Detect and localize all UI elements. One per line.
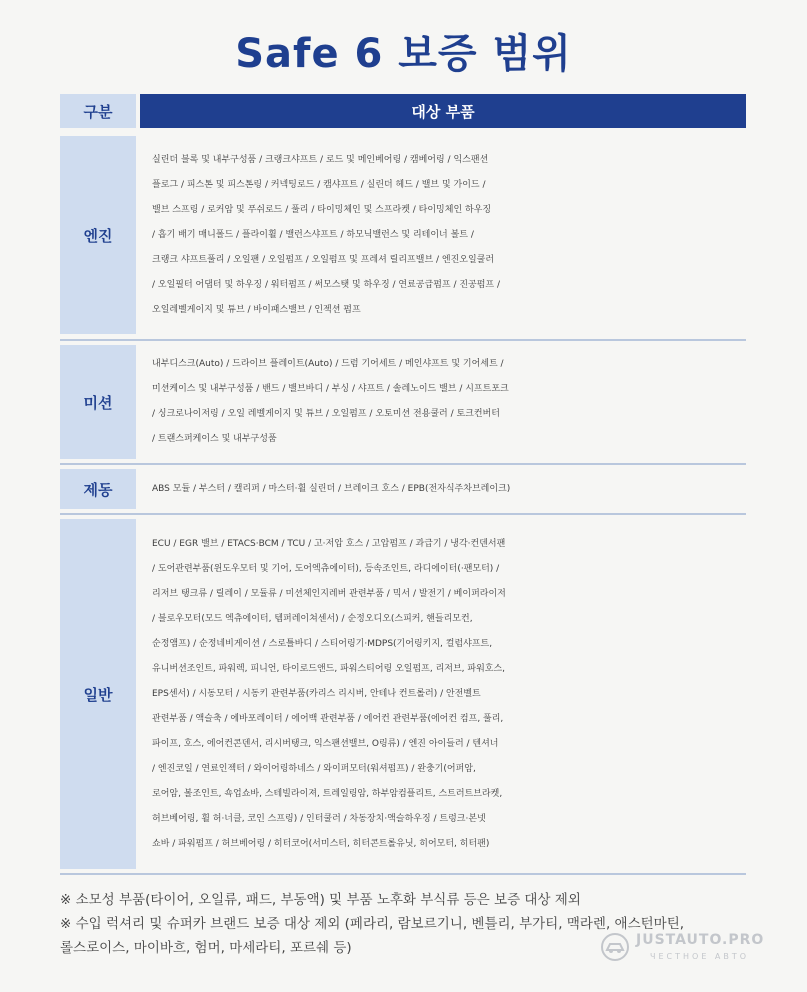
- parts-line: 허브베어링, 휠 허·너클, 코인 스프링) / 인터쿨러 / 차동장치·액슬하우징 / 트렁크·본넷: [152, 813, 486, 824]
- parts-line: 크랭크 샤프트풀리 / 오일팬 / 오일펌프 / 오일펌프 및 프레셔 릴리프밸브 / 엔진오일쿨러: [152, 254, 495, 265]
- row-divider: [60, 463, 746, 465]
- car-logo-icon: [600, 932, 630, 962]
- table-row-general: [60, 519, 746, 869]
- parts-line: 파이프, 호스, 에어컨콘덴서, 리시버탱크, 익스팬션밸브, O링류) / 엔진 아이들러 / 텐셔너: [152, 738, 499, 749]
- parts-line: / 오일필터 어댑터 및 하우징 / 워터펌프 / 써모스탯 및 하우징 / 연료공급펌프 / 진공펌프 /: [152, 279, 501, 290]
- row-category: 제동: [60, 469, 136, 509]
- parts-line: / 싱크로나이저링 / 오일 레벨게이지 및 튜브 / 오일펌프 / 오토미션 전용쿨러 / 토크컨버터: [152, 409, 500, 419]
- watermark: [600, 930, 780, 970]
- row-parts: [140, 519, 746, 869]
- parts-line: ECU / EGR 밸브 / ETACS·BCM / TCU / 고·저압 호스 / 고압펌프 / 과급기 / 냉각·컨덴서팬: [152, 538, 506, 549]
- footnote-consumables: ※ 소모성 부품(타이어, 오일류, 패드, 부동액) 및 부품 노후화 부식류 등은 보증 대상 제외: [60, 892, 581, 908]
- table-row-engine: [60, 136, 746, 334]
- row-divider: [60, 513, 746, 515]
- header-category: 구분: [60, 94, 136, 128]
- row-divider: [60, 339, 746, 341]
- row-parts: [140, 136, 746, 334]
- parts-line: / 블로우모터(모드 엑츄에이터, 템퍼레이쳐센서) / 순정오디오(스피커, 핸들리모컨,: [152, 613, 473, 624]
- parts-line: ABS 모듈 / 부스터 / 캘리퍼 / 마스터·휠 실린더 / 브레이크 호스 / EPB(전자식주차브레이크): [152, 483, 511, 494]
- table-row-transmission: [60, 345, 746, 459]
- parts-line: 미션케이스 및 내부구성품 / 밴드 / 밸브바디 / 부싱 / 샤프트 / 솔레노이드 밸브 / 시프트포크: [152, 384, 509, 394]
- page-title: Safe 6 보증 범위: [235, 31, 572, 77]
- parts-line: 쇼바 / 파워펌프 / 허브베어링 / 히터코어(서미스터, 히터콘트롤유닛, 히어모터, 히터팬): [152, 838, 490, 849]
- parts-line: 밸브 스프링 / 로커암 및 푸쉬로드 / 풀리 / 타이밍체인 및 스프라켓 / 타이밍체인 하우징: [152, 204, 492, 215]
- parts-line: 실린더 블록 및 내부구성품 / 크랭크샤프트 / 로드 및 메인베어링 / 캠베어링 / 익스팬션: [152, 154, 489, 165]
- row-category: 일반: [60, 519, 136, 869]
- watermark-sub: ЧЕСТНОЕ АВТО: [650, 952, 750, 961]
- parts-line: 리저브 탱크류 / 릴레이 / 모듈류 / 미션체인지레버 관련부품 / 믹서 / 발전기 / 베이퍼라이저: [152, 588, 506, 599]
- parts-line: EPS센서) / 시동모터 / 시동키 관련부품(카리스 리시버, 안테나 컨트롤러) / 안전벨트: [152, 688, 481, 699]
- parts-line: / 엔진코일 / 연료인젝터 / 와이어링하네스 / 와이퍼모터(워셔펌프) / 완충기(어퍼암,: [152, 763, 476, 774]
- footnote-luxury-brands: ※ 수입 럭셔리 및 슈퍼카 브랜드 보증 대상 제외 (페라리, 람보르기니, 벤틀리, 부가티, 맥라렌, 애스턴마틴,: [60, 916, 685, 932]
- parts-line: 로어암, 볼조인트, 쇽업쇼바, 스테빌라이져, 트레일링암, 하부암컴플리트, 스트러트브라켓,: [152, 788, 503, 799]
- row-parts: [140, 345, 746, 459]
- row-category: 미션: [60, 345, 136, 459]
- footnote-luxury-brands-cont: 롤스로이스, 마이바흐, 험머, 마세라티, 포르쉐 등): [60, 940, 352, 956]
- parts-line: 플로그 / 피스톤 및 피스톤링 / 커넥팅로드 / 캠샤프트 / 실린더 헤드 / 밸브 및 가이드 /: [152, 179, 486, 190]
- row-category: 엔진: [60, 136, 136, 334]
- watermark-name: JUSTAUTO.PRO: [636, 932, 765, 948]
- parts-line: / 도어관련부품(윈도우모터 및 기어, 도어엑츄에이터), 등속조인트, 라디에이터(·팬모터) /: [152, 563, 500, 574]
- parts-line: 오일레벨게이지 및 튜브 / 바이패스밸브 / 인젝션 펌프: [152, 304, 361, 315]
- parts-line: 유니버션조인트, 파워렉, 피니언, 타이로드앤드, 파워스티어링 오일펌프, 리저브, 파워호스,: [152, 663, 506, 674]
- parts-line: 관련부품 / 액슬축 / 에바포레이터 / 에어백 관련부품 / 에어컨 관련부품(에어컨 컴프, 풀리,: [152, 713, 504, 724]
- header-parts: 대상 부품: [140, 94, 746, 128]
- table-header: [60, 94, 746, 128]
- parts-line: 순정앰프) / 순정네비게이션 / 스로틀바디 / 스티어링기·MDPS(기어링키지, 컬럼샤프트,: [152, 638, 493, 649]
- parts-line: / 흡기 배기 매니폴드 / 플라이휠 / 밸런스샤프트 / 하모닉밸런스 및 리테이너 볼트 /: [152, 229, 474, 240]
- table-row-brakes: [60, 469, 746, 509]
- row-parts: [140, 469, 746, 509]
- parts-line: / 트랜스퍼케이스 및 내부구성품: [152, 434, 277, 444]
- table-bottom-divider: [60, 873, 746, 875]
- parts-line: 내부디스크(Auto) / 드라이브 플레이트(Auto) / 드럼 기어세트 / 메인샤프트 및 기어세트 /: [152, 359, 504, 369]
